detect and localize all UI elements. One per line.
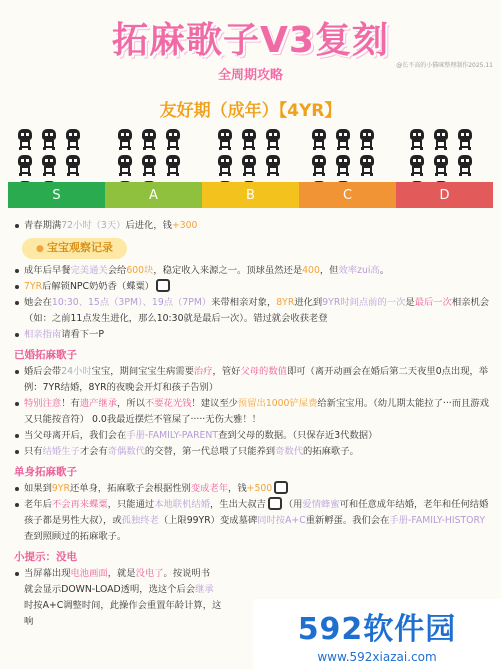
pet-sprite-icon	[116, 128, 134, 150]
pet-sprite-icon	[64, 154, 82, 176]
breakfast-note: 成年后早餐完美通关会给600块，稳定收入来源之一。顶球虽然还是400，但效率zui高。	[14, 263, 490, 279]
pet-sprite-icon	[264, 154, 282, 176]
uncle-icon	[268, 497, 282, 510]
married-baby-note: 婚后会带24小时宝宝，期间宝宝生病需要治疗，管好父母的数值即可（离开动画会在婚后第二天夜里0点出现，举例：7YR结婚，8YR的夜晚会开灯和孩子告别）	[14, 364, 490, 396]
battery-tip-continued: 就会显示DOWN-LOAD透明，选这个后会继承	[24, 584, 214, 595]
pet-sprite-icon	[40, 128, 58, 150]
pet-sprite-icon	[240, 128, 258, 150]
npc-unlock-note: 7YR后解锁NPC奶奶香（蝶粟）	[14, 279, 490, 295]
watermark-url: www.592xiazai.com	[317, 650, 437, 664]
pet-sprite-icon	[432, 128, 450, 150]
grade-bar	[8, 182, 493, 208]
character-sprites	[8, 128, 494, 180]
pet-sprite-icon	[432, 154, 450, 176]
single-section-heading: 单身拓麻歌子	[14, 466, 77, 478]
pet-sprite-icon	[164, 154, 182, 176]
pet-sprite-icon	[40, 154, 58, 176]
generation-note: 只有结婚生子才会有奇偶数代的交替，第一代总喂了只能养到奇数代的拓麻歌子。	[14, 444, 490, 460]
site-watermark	[253, 599, 501, 669]
grade-a: A	[105, 182, 202, 208]
pet-sprite-icon	[116, 154, 134, 176]
pet-sprite-icon	[310, 154, 328, 176]
tip-section-heading: 小提示：没电	[14, 551, 77, 563]
grade-c: C	[299, 182, 396, 208]
battery-tip-continued-2: 时按A+C调整时间，此操作会重置年龄计算，这	[24, 600, 222, 611]
matchmaking-note: 她会在10:30、15点（3PM）、19点（7PM）来带相亲对象，8YR进化到9YR时间点前的一次是最后一次相亲机会（如：之前11点发生进化，那么10:30就是最后一次）。错过就会收获老登	[14, 295, 490, 327]
inheritance-note: 特别注意！有遗产继承，所以不要花光钱！建议至少预留出1000铲屎费给新宝宝用。（幼儿期太能拉了···而且游戏又只能按音符） 0.0我最近摆烂不管屎了·····无伤大雅！！	[14, 396, 490, 428]
evolution-note: 青春期满72小时（3天）后进化，钱+300	[14, 218, 490, 234]
page-title: 拓麻歌子V3复刻	[112, 20, 389, 61]
pet-sprite-icon	[358, 154, 376, 176]
page-subtitle: 全周期攻略	[217, 68, 283, 83]
pet-sprite-icon	[310, 128, 328, 150]
elder-icon	[274, 481, 288, 494]
elder-marriage-note: 老年后不会再来蝶粟，只能通过本地联机结婚，生出大叔吉 （用爱情蜂蜜可和任意成年结婚，老年和任何结婚孩子都是男性大叔），或孤独终老（上限99YR）变成墓碑同时按A+C重新孵蛋。我们会在手册-FAMILY-HISTORY查到照顾过的拓麻歌子。	[14, 497, 490, 545]
pet-sprite-icon	[264, 128, 282, 150]
pet-sprite-icon	[456, 154, 474, 176]
pet-sprite-icon	[164, 128, 182, 150]
pet-sprite-icon	[240, 154, 258, 176]
pet-sprite-icon	[16, 128, 34, 150]
pet-sprite-icon	[216, 128, 234, 150]
matchmaking-guide-link[interactable]: 相亲指南请看下一P	[14, 327, 490, 343]
pet-sprite-icon	[358, 128, 376, 150]
grade-b: B	[202, 182, 299, 208]
battery-tip: 当屏幕出现电池画面，就是没电了。按说明书	[14, 566, 490, 582]
single-aging-note: 如果到9YR还单身，拓麻歌子会根据性别变成老年，钱+500	[14, 481, 490, 497]
pet-sprite-icon	[456, 128, 474, 150]
grade-s: S	[8, 182, 105, 208]
pet-sprite-icon	[16, 154, 34, 176]
battery-tip-continued-3: 响	[24, 616, 34, 627]
pet-sprite-icon	[216, 154, 234, 176]
married-section-heading: 已婚拓麻歌子	[14, 349, 77, 361]
pet-sprite-icon	[140, 154, 158, 176]
pet-sprite-icon	[408, 128, 426, 150]
stage-title: 友好期（成年）【4YR】	[159, 101, 342, 121]
grade-d: D	[396, 182, 493, 208]
pet-sprite-icon	[408, 154, 426, 176]
pet-sprite-icon	[64, 128, 82, 150]
guide-content	[14, 218, 490, 630]
watermark-logo: 592软件园	[297, 612, 457, 647]
pet-sprite-icon	[334, 154, 352, 176]
parent-record-note: 当父母离开后，我们会在手册-FAMILY-PARENT查到父母的数据。（只保存近3代数据）	[14, 428, 490, 444]
pet-sprite-icon	[334, 128, 352, 150]
npc-grandma-icon	[156, 279, 170, 292]
pet-sprite-icon	[140, 128, 158, 150]
observation-heading: ● 宝宝观察记录	[22, 238, 127, 259]
author-credit: @长不高的小猫咪整理制作2025.11	[396, 62, 493, 69]
